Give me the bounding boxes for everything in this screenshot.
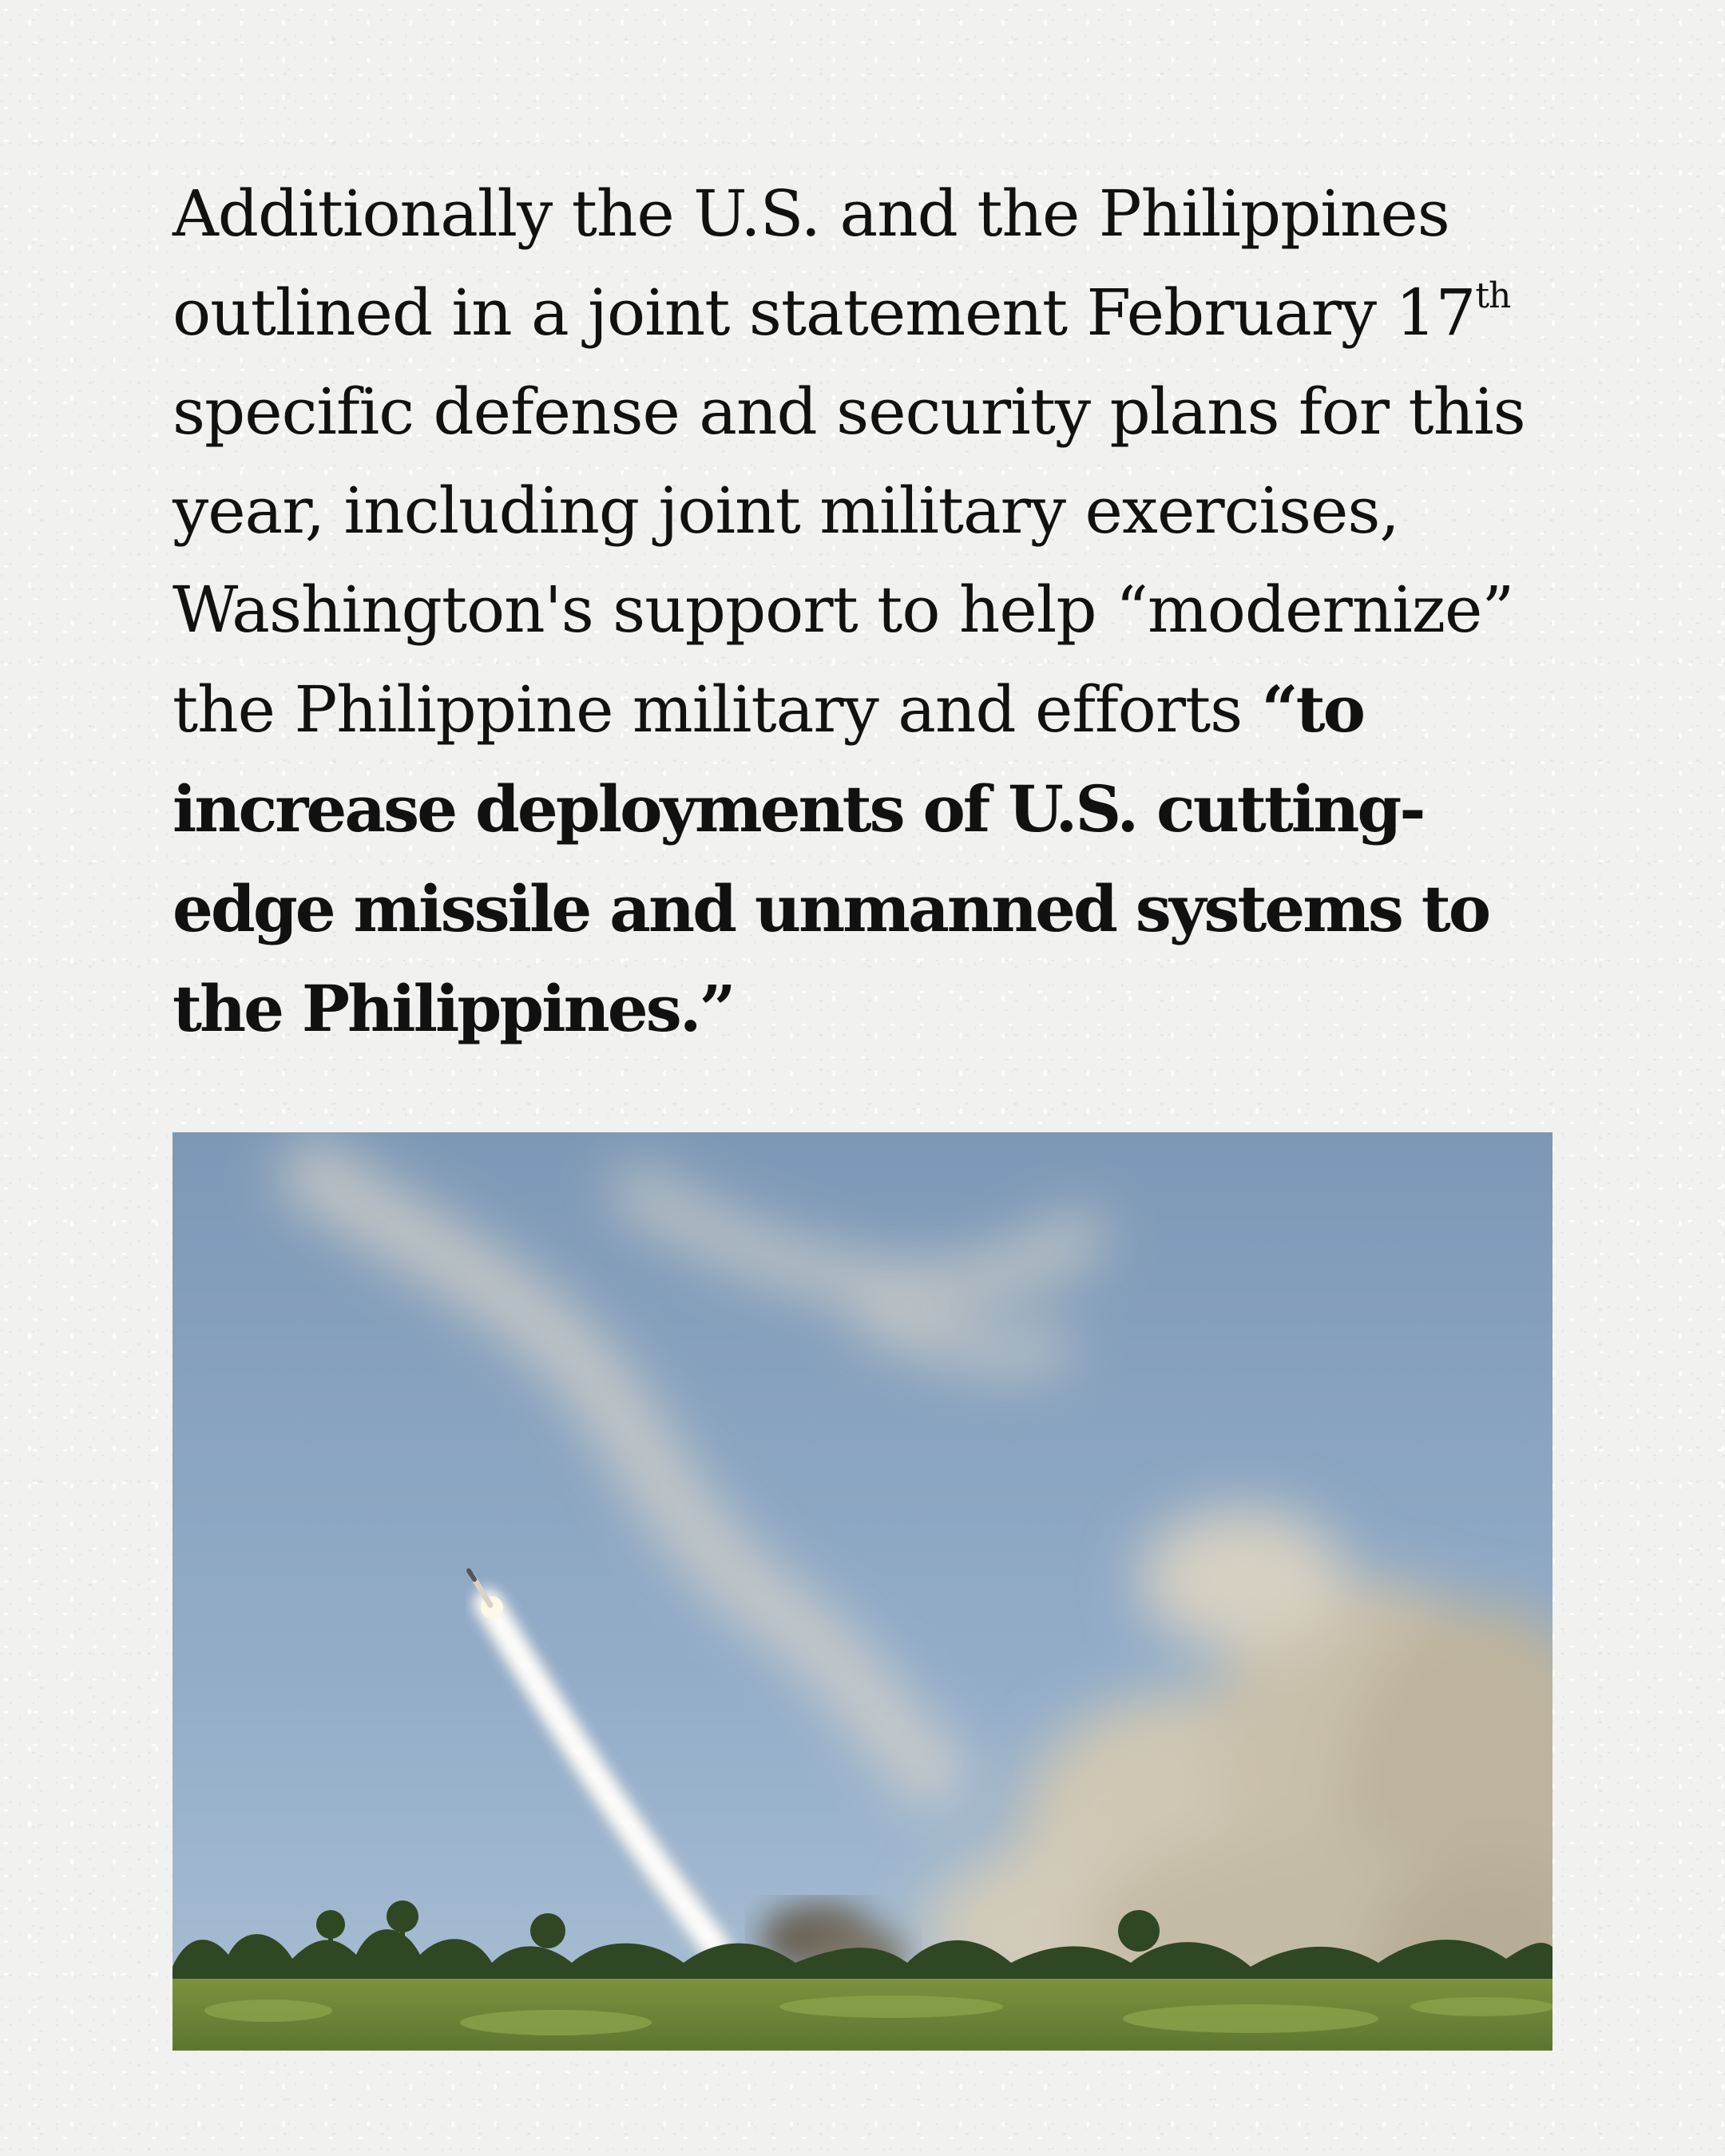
highlighted-quote: “to increase deployments of U.S. cutting-edge missile and unmanned systems to the Philippines.”: [172, 672, 1489, 1046]
ordinal-suffix: th: [1475, 275, 1511, 316]
paragraph-text-middle: specific defense and security plans for this year, including joint military exercises, Washington's support to help “modernize” the Philippine military and efforts: [172, 375, 1525, 747]
paragraph-text-intro: Additionally the U.S. and the Philippines outlined in a joint statement February 17: [172, 176, 1476, 350]
photo-illustration: [172, 1132, 1552, 2051]
article-paragraph: [172, 164, 1570, 1059]
missile-launch-photo: [172, 1132, 1552, 2051]
article-body: [172, 164, 1570, 1059]
